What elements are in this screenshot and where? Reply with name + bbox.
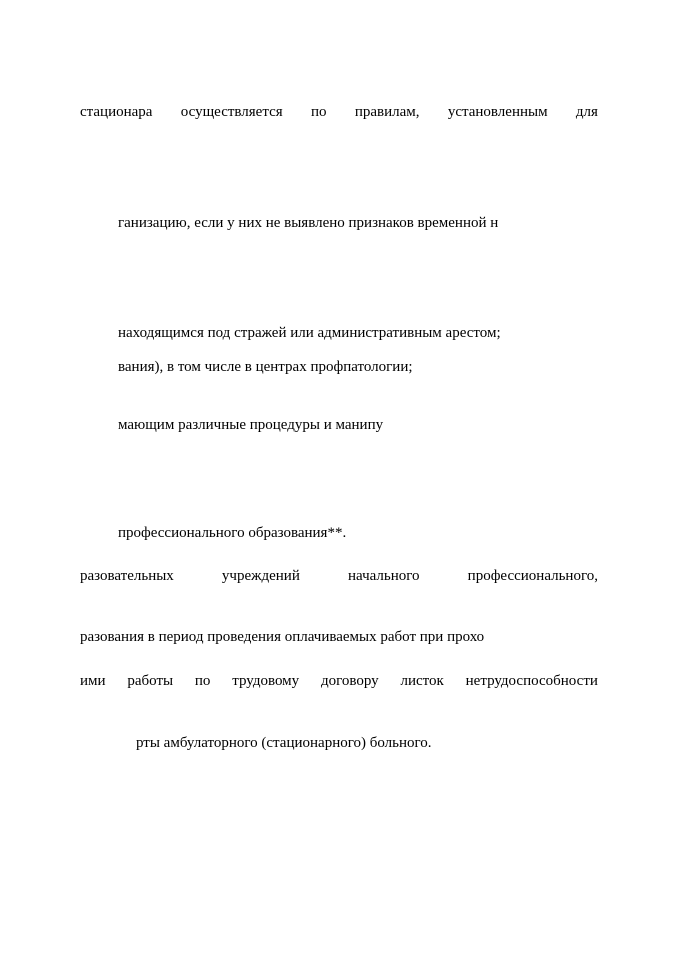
word: установленным	[447, 104, 548, 120]
word: нетрудоспособности	[465, 673, 598, 689]
word: ими	[80, 673, 106, 689]
text-line-7	[80, 567, 598, 585]
text-line-10: рты амбулаторного (стационарного) больного.	[136, 735, 432, 751]
text-line-4: вания), в том числе в центрах профпатологии;	[118, 359, 413, 375]
word: начального	[347, 568, 420, 584]
text-line-2: ганизацию, если у них не выявлено признаков временной н	[118, 215, 499, 231]
word: разовательных	[80, 568, 174, 584]
word: по	[194, 673, 211, 689]
text-line-1	[80, 103, 598, 121]
word: по	[310, 104, 327, 120]
word: профессионального,	[467, 568, 598, 584]
word: стационара	[80, 104, 153, 120]
word: листок	[400, 673, 444, 689]
word: работы	[127, 673, 174, 689]
word: для	[575, 104, 598, 120]
text-line-5: мающим различные процедуры и манипу	[118, 417, 384, 433]
text-line-8: разования в период проведения оплачиваемых работ при прохо	[80, 629, 485, 645]
word: учреждений	[221, 568, 300, 584]
text-line-3: находящимся под стражей или административным арестом;	[118, 325, 501, 341]
word: договору	[320, 673, 379, 689]
word: правилам,	[354, 104, 420, 120]
text-line-6: профессионального образования**.	[118, 525, 347, 541]
word: трудовому	[232, 673, 300, 689]
word: осуществляется	[180, 104, 283, 120]
text-line-9	[80, 672, 598, 690]
